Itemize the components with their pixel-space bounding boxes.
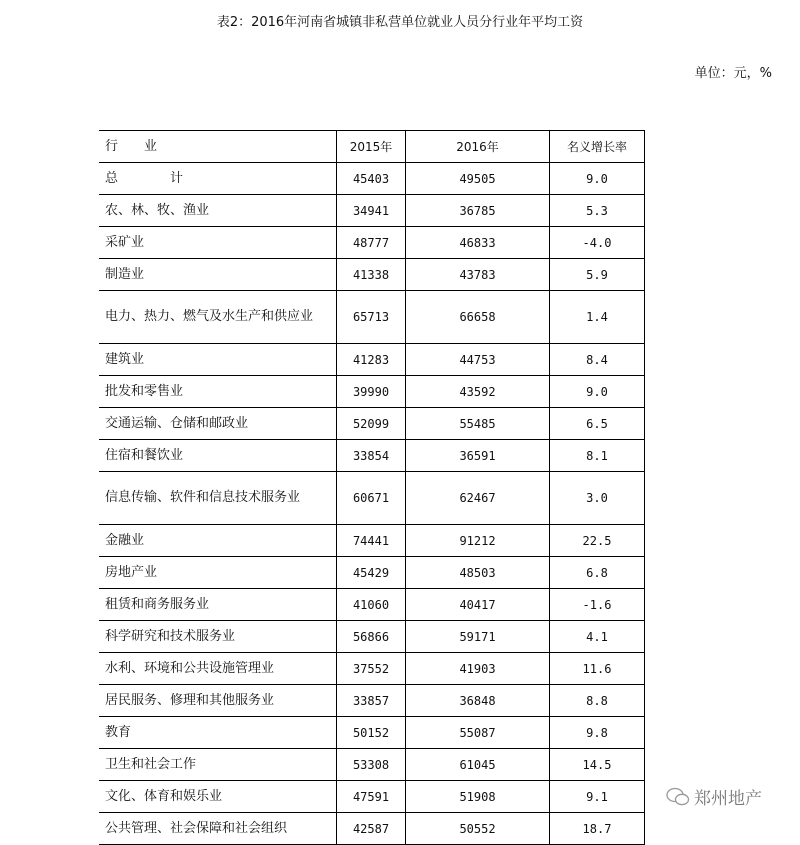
table-row xyxy=(99,195,645,227)
table-row xyxy=(99,440,645,472)
growth-rate-cell: 5.3 xyxy=(550,195,645,227)
industry-cell: 建筑业 xyxy=(99,344,337,376)
wage-2015-cell: 45429 xyxy=(337,557,406,589)
industry-cell: 农、林、牧、渔业 xyxy=(99,195,337,227)
table-row xyxy=(99,344,645,376)
wage-2016-cell: 66658 xyxy=(406,291,550,344)
growth-rate-cell: 22.5 xyxy=(550,525,645,557)
table-header-row xyxy=(99,131,645,163)
wage-2015-cell: 60671 xyxy=(337,472,406,525)
wage-2015-cell: 41060 xyxy=(337,589,406,621)
industry-cell: 科学研究和技术服务业 xyxy=(99,621,337,653)
watermark xyxy=(666,784,762,809)
growth-rate-cell: 8.1 xyxy=(550,440,645,472)
watermark-text: 郑州地产 xyxy=(694,789,762,809)
wage-2015-cell: 50152 xyxy=(337,717,406,749)
wage-2016-cell: 36785 xyxy=(406,195,550,227)
wage-2015-cell: 33857 xyxy=(337,685,406,717)
wage-2015-cell: 65713 xyxy=(337,291,406,344)
growth-rate-cell: 1.4 xyxy=(550,291,645,344)
table-row xyxy=(99,291,645,344)
growth-rate-cell: 3.0 xyxy=(550,472,645,525)
industry-cell: 居民服务、修理和其他服务业 xyxy=(99,685,337,717)
growth-rate-cell: 4.1 xyxy=(550,621,645,653)
header-2015: 2015年 xyxy=(337,131,406,163)
industry-cell: 交通运输、仓储和邮政业 xyxy=(99,408,337,440)
wage-2015-cell: 41338 xyxy=(337,259,406,291)
industry-cell: 电力、热力、燃气及水生产和供应业 xyxy=(99,291,337,344)
table-row xyxy=(99,749,645,781)
document-title: 表2：2016年河南省城镇非私营单位就业人员分行业年平均工资 xyxy=(216,15,584,30)
wage-2015-cell: 56866 xyxy=(337,621,406,653)
industry-cell: 卫生和社会工作 xyxy=(99,749,337,781)
wage-2016-cell: 46833 xyxy=(406,227,550,259)
unit-label: 单位：元，% xyxy=(694,66,772,81)
table-row xyxy=(99,227,645,259)
industry-cell: 批发和零售业 xyxy=(99,376,337,408)
growth-rate-cell: 8.4 xyxy=(550,344,645,376)
table-row xyxy=(99,408,645,440)
growth-rate-cell: 18.7 xyxy=(550,813,645,845)
wage-2016-cell: 43783 xyxy=(406,259,550,291)
industry-cell: 房地产业 xyxy=(99,557,337,589)
wage-2015-cell: 37552 xyxy=(337,653,406,685)
industry-cell: 公共管理、社会保障和社会组织 xyxy=(99,813,337,845)
table-row xyxy=(99,717,645,749)
wage-2016-cell: 55485 xyxy=(406,408,550,440)
table-row xyxy=(99,589,645,621)
header-growth: 名义增长率 xyxy=(550,131,645,163)
growth-rate-cell: 9.0 xyxy=(550,376,645,408)
table-row xyxy=(99,813,645,845)
wechat-icon xyxy=(666,787,690,807)
industry-cell: 制造业 xyxy=(99,259,337,291)
wage-2015-cell: 39990 xyxy=(337,376,406,408)
table-row xyxy=(99,653,645,685)
industry-cell: 住宿和餐饮业 xyxy=(99,440,337,472)
wage-2015-cell: 34941 xyxy=(337,195,406,227)
header-2016: 2016年 xyxy=(406,131,550,163)
growth-rate-cell: 6.8 xyxy=(550,557,645,589)
industry-cell: 教育 xyxy=(99,717,337,749)
wage-2016-cell: 36848 xyxy=(406,685,550,717)
table-row xyxy=(99,781,645,813)
table-row xyxy=(99,621,645,653)
wage-2015-cell: 33854 xyxy=(337,440,406,472)
table-row xyxy=(99,557,645,589)
growth-rate-cell: -4.0 xyxy=(550,227,645,259)
wage-2015-cell: 45403 xyxy=(337,163,406,195)
wage-2016-cell: 40417 xyxy=(406,589,550,621)
wage-table xyxy=(99,130,645,845)
industry-cell: 文化、体育和娱乐业 xyxy=(99,781,337,813)
growth-rate-cell: 8.8 xyxy=(550,685,645,717)
table-row xyxy=(99,163,645,195)
growth-rate-cell: 14.5 xyxy=(550,749,645,781)
wage-2016-cell: 44753 xyxy=(406,344,550,376)
growth-rate-cell: 9.1 xyxy=(550,781,645,813)
wage-2016-cell: 55087 xyxy=(406,717,550,749)
wage-2015-cell: 42587 xyxy=(337,813,406,845)
wage-2016-cell: 48503 xyxy=(406,557,550,589)
wage-2016-cell: 59171 xyxy=(406,621,550,653)
table-row xyxy=(99,259,645,291)
industry-cell: 租赁和商务服务业 xyxy=(99,589,337,621)
wage-2016-cell: 50552 xyxy=(406,813,550,845)
wage-2016-cell: 51908 xyxy=(406,781,550,813)
wage-2015-cell: 53308 xyxy=(337,749,406,781)
industry-cell: 信息传输、软件和信息技术服务业 xyxy=(99,472,337,525)
growth-rate-cell: 11.6 xyxy=(550,653,645,685)
industry-cell: 金融业 xyxy=(99,525,337,557)
wage-2016-cell: 36591 xyxy=(406,440,550,472)
table-row xyxy=(99,376,645,408)
table-row xyxy=(99,525,645,557)
industry-cell: 总 计 xyxy=(99,163,337,195)
growth-rate-cell: -1.6 xyxy=(550,589,645,621)
wage-2016-cell: 91212 xyxy=(406,525,550,557)
growth-rate-cell: 9.0 xyxy=(550,163,645,195)
wage-2016-cell: 62467 xyxy=(406,472,550,525)
wage-2015-cell: 52099 xyxy=(337,408,406,440)
industry-cell: 水利、环境和公共设施管理业 xyxy=(99,653,337,685)
wage-2016-cell: 61045 xyxy=(406,749,550,781)
wage-2016-cell: 41903 xyxy=(406,653,550,685)
industry-cell: 采矿业 xyxy=(99,227,337,259)
wage-2015-cell: 74441 xyxy=(337,525,406,557)
table-row xyxy=(99,472,645,525)
growth-rate-cell: 9.8 xyxy=(550,717,645,749)
wage-2016-cell: 43592 xyxy=(406,376,550,408)
wage-2016-cell: 49505 xyxy=(406,163,550,195)
wage-2015-cell: 41283 xyxy=(337,344,406,376)
growth-rate-cell: 5.9 xyxy=(550,259,645,291)
growth-rate-cell: 6.5 xyxy=(550,408,645,440)
wage-2015-cell: 47591 xyxy=(337,781,406,813)
wage-2015-cell: 48777 xyxy=(337,227,406,259)
header-industry: 行 业 xyxy=(99,131,337,163)
table-row xyxy=(99,685,645,717)
